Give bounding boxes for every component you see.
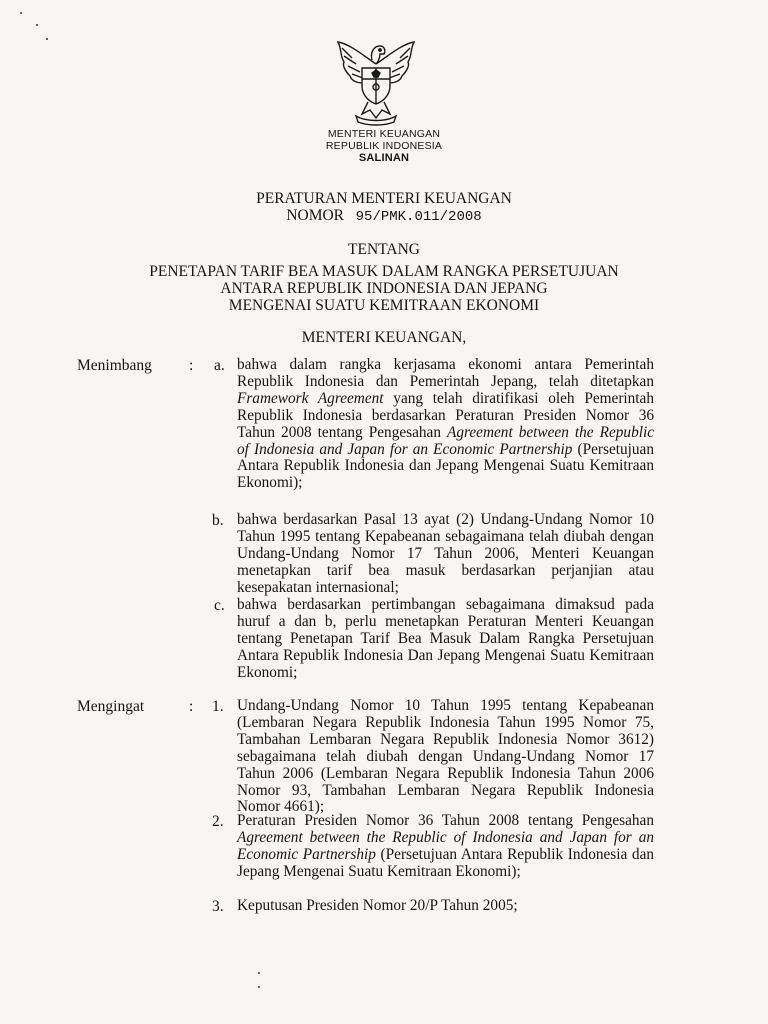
subject-line-3: MENGENAI SUATU KEMITRAAN EKONOMI [228,297,540,314]
mengingat-2-text [237,813,654,881]
issuer-heading: MENTERI KEUANGAN, [301,329,467,346]
regulation-title [0,190,768,226]
scan-speck [20,12,22,14]
mengingat-3-marker: 3. [212,898,224,915]
mengingat-colon: : [189,698,194,715]
menimbang-a-marker: a. [214,357,225,374]
scan-speck [258,972,260,974]
tentang-heading: TENTANG [348,241,420,258]
mengingat-3-text: Keputusan Presiden Nomor 20/P Tahun 2005; [237,897,518,914]
menimbang-a-text-part: bahwa dalam rangka kerjasama ekonomi antara Pemerintah Republik Indonesia dan Pemerintah Jepang, telah ditetapkan [237,356,654,390]
ministry-header [0,128,768,164]
nomor-label: NOMOR [286,207,345,224]
mengingat-2-text-part: Peraturan Presiden Nomor 36 Tahun 2008 tentang Pengesahan [237,812,654,829]
regulation-number [0,207,768,226]
mengingat-2-marker: 2. [212,813,224,830]
mengingat-2-italic-part: Agreement between the Republic of Indonesia and Japan for an Economic Partnership [237,828,654,863]
menimbang-colon: : [189,357,194,374]
salinan-stamp: SALINAN [358,152,410,164]
regulation-subject [0,263,768,314]
mengingat-2-text-part: (Persetujuan Antara Republik Indonesia dan Jepang Mengenai Suatu Kemitraan Ekonomi); [237,845,655,880]
mengingat-1-marker: 1. [212,698,224,715]
menimbang-a-text-part: yang telah diratifikasi oleh Pemerintah Republik Indonesia berdasarkan Peraturan Presiden Nomor 36 Tahun 2008 tentang Pengesahan [237,389,654,441]
garuda-emblem-icon [330,34,422,126]
mengingat-label: Mengingat [77,698,145,715]
menimbang-a-italic-part: Agreement between the Republic of Indonesia and Japan for an Economic Partnership [237,423,655,458]
menimbang-a-text [237,357,654,492]
scan-speck [36,24,38,26]
nomor-value: 95/PMK.011/2008 [355,209,482,225]
subject-line-1: PENETAPAN TARIF BEA MASUK DALAM RANGKA PERSETUJUAN [149,263,619,280]
menimbang-label: Menimbang [77,357,152,374]
scan-speck [258,986,260,988]
mengingat-1-text: Undang-Undang Nomor 10 Tahun 1995 tentang Kepabeanan (Lembaran Negara Republik Indonesia Tahun 1995 Nomor 75, Tambahan Lembaran Negara Republik Indonesia Nomor 3612) sebagaimana telah diubah dengan Undang-Undang Nomor 17 Tahun 2006 (Lembaran Negara Republik Indonesia Tahun 2006 Nomor 93, Tambahan Lembaran Negara Republik Indonesia Nomor 4661); [237,697,654,816]
menimbang-b-marker: b. [212,512,224,529]
menimbang-a-italic-part: Framework Agreement [237,389,384,407]
scan-speck [46,38,48,40]
menimbang-a-text-part: (Persetujuan Antara Republik Indonesia dan Jepang Mengenai Suatu Kemitraan Ekonomi); [237,440,654,492]
ministry-name: MENTERI KEUANGAN [327,128,441,140]
ministry-country: REPUBLIK INDONESIA [325,140,443,152]
menimbang-b-text: bahwa berdasarkan Pasal 13 ayat (2) Undang-Undang Nomor 10 Tahun 1995 tentang Kepabeanan sebagaimana telah diubah dengan Undang-Undang Nomor 17 Tahun 2006, Menteri Keuangan menetapkan tarif bea masuk berdasarkan perjanjian atau kesepakatan internasional; [237,511,654,596]
menimbang-c-text: bahwa berdasarkan pertimbangan sebagaimana dimaksud pada huruf a dan b, perlu menetapkan Peraturan Menteri Keuangan tentang Penetapan Tarif Bea Masuk Dalam Rangka Persetujuan Antara Republik Indonesia Dan Jepang Mengenai Suatu Kemitraan Ekonomi; [237,596,654,681]
regulation-heading: PERATURAN MENTERI KEUANGAN [256,190,512,207]
menimbang-c-marker: c. [214,597,225,614]
subject-line-2: ANTARA REPUBLIK INDONESIA DAN JEPANG [220,280,548,297]
